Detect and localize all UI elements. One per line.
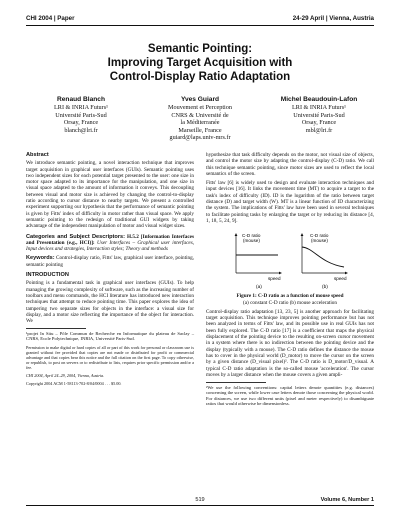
right-column [206, 152, 374, 409]
keywords-heading: Keywords: [26, 255, 55, 262]
title-line-1: Semantic Pointing: [147, 43, 253, 55]
panel-b-tag: (b) [322, 285, 328, 291]
author-affil: LRI & INRIA Futurs¹ [292, 104, 346, 112]
copyright-venue: CHI 2004, April 24–29, 2004, Vienna, Austria. [26, 372, 105, 378]
footer-volume: Volume 6, Number 1 [320, 496, 374, 503]
author-affil: Mouvement et Perception [168, 104, 232, 112]
body-paragraph: hypothesize that task difficulty depends on the motor, not visual size of objects, and control the motor size by adapting the control-display (C-D) ratio. We call this technique semantic pointing, since motor sizes are used to reflect the local semantics of the screen. [206, 152, 374, 177]
figure-caption-title: Figure 1: C-D ratio as a function of mouse speed [236, 293, 344, 300]
header-right: 24-29 April | Vienna, Austria [292, 15, 374, 22]
author-affil: Orsay, France [301, 119, 337, 127]
author-affil: Université Paris-Sud [293, 111, 345, 119]
figure-1 [206, 227, 374, 291]
panel-a-y-arrow [235, 233, 238, 236]
panel-b-y-arrow [301, 233, 304, 236]
author-affil: LRI & INRIA Futurs¹ [54, 104, 108, 112]
panel-b-y-label-1: C-D ratio [310, 233, 329, 239]
categories-heading: Categories and Subject Descriptors: [26, 233, 125, 240]
footer-rule [26, 505, 374, 506]
footnote-2: ²We use the following conventions: capital letters denote quantities (e.g. distances) concerning the screen, while lower case letters denote those concerning the physical world. For distances, we use two different units (pixel and meter respectively) to disambiguate ratios that would otherwise be dimensionless. [206, 384, 374, 406]
author-affil: Marseille, France [178, 126, 222, 134]
panel-b-x-arrow [345, 272, 348, 275]
author-email: mbl@lri.fr [305, 126, 333, 134]
running-header [26, 14, 374, 23]
copyright-notice: Permission to make digital or hard copies of all or part of this work for personal or classroom use is granted without fee provided that copies are not made or distributed for profit or commercial advantage and that copies bear this notice and the full citation on the first page. To copy otherwise, or republish, to post on servers or to redistribute to lists, requires prior specific permission and/or a fee. [26, 344, 194, 370]
abstract-heading: Abstract [26, 152, 49, 158]
panel-a-y-label-1: C-D ratio [242, 233, 261, 239]
panel-b-x-label: speed [334, 276, 347, 282]
author-affil: CNRS & Université de [171, 111, 229, 119]
running-footer [26, 495, 374, 504]
footnote-rule [26, 328, 86, 329]
panel-a-x-label: speed [268, 276, 281, 282]
author-name: Yves Guiard [180, 96, 220, 103]
footnote-1: ¹projet In Situ – Pôle Commun de Recherche en Informatique du plateau de Saclay – CNRS, Ecole Polytechnique, INRIA, Université Paris-Sud. [26, 331, 194, 342]
author-block [26, 96, 374, 141]
author-name: Michel Beaudouin-Lafon [280, 96, 358, 103]
keywords-text: Control-display ratio, Fitts' law, graphical user interface, pointing, semantic pointing [26, 255, 195, 268]
categories-italic: User Interfaces – Graphical user interfaces, Input devices and strategies, Interaction styles; Theory and methods [26, 239, 195, 253]
introduction-heading: INTRODUCTION [26, 272, 69, 279]
author-affil: Orsay, France [63, 119, 99, 127]
copyright-line: Copyright 2004 ACM 1-58113-702-8/04/0004 . . . $5.00. [26, 380, 122, 386]
footnote-rule [206, 382, 266, 383]
author-affil: la Méditerranée [180, 119, 220, 127]
header-rule [26, 25, 374, 26]
page-number: 519 [195, 496, 205, 503]
keywords-block [26, 255, 194, 268]
title-line-3: Control-Display Ratio Adaptation [109, 71, 291, 83]
author-email: guiard@laps.univ-mrs.fr [169, 134, 231, 142]
panel-b-curve [302, 247, 344, 267]
author-2 [145, 96, 255, 141]
left-column [26, 152, 194, 389]
figure-1-graphic [206, 227, 374, 291]
introduction-text: Pointing is a fundamental task in graphical user interfaces (GUIs). To help managing the growing complexity of software, such as the increasing number of toolbars and menu commands, the HCI literature has introduced new interaction techniques that attempt to reduce pointing time. This paper explores the idea of tampering two separate sizes for objects in the interface: a visual size for display, and a motor size reflecting the importance of the object for interaction. We [26, 280, 194, 325]
panel-a-y-label-2: (mouse) [243, 238, 260, 244]
figure-caption-sub: (a) constant C-D ratio (b) mouse acceleration [243, 299, 337, 306]
panel-a-tag: (a) [256, 285, 262, 291]
title-line-2: Improving Target Acquisition with [107, 57, 293, 69]
abstract-text: We introduce semantic pointing, a novel interaction technique that improves target acquisition in graphical user interfaces (GUIs). Semantic pointing uses two independent sizes for each potential target presented to the user: one size in motor space adapted to its importance for the manipulation, and one size in visual space adapted to the amount of information it conveys. This decoupling between visual and motor size is achieved by changing the control-to-display ratio according to cursor distance to nearby targets. We present a controlled experiment supporting our hypothesis that the performance of semantic pointing is given by Fitts' index of difficulty in motor rather than visual space. We apply semantic pointing to the redesign of traditional GUI widgets by taking advantage of the independent manipulation of motor and visual widget sizes. [26, 160, 194, 230]
author-affil: Université Paris-Sud [55, 111, 107, 119]
panel-b-y-label-2: (mouse) [311, 238, 328, 244]
categories-bold: H.5.2 [Information Interfaces and Presentation (e.g., HCI)]: [26, 233, 194, 246]
figure-caption [206, 293, 374, 306]
header-left: CHI 2004 | Paper [26, 15, 75, 22]
author-3 [264, 96, 374, 141]
body-paragraph: Fitts' law [6] is widely used to design and evaluate interaction techniques and input devices [16]. It links the movement time (MT) to acquire a target to the task's index of difficulty (ID). ID is the logarithm of the ratio between target distance (D) and target width (W). MT is a linear function of ID characterizing the system. The implications of Fitts' law have been used in several techniques to facilitate pointing tasks by enlarging the target or by reducing its distance [4, 1, 18, 5, 24, 9]. [206, 180, 374, 224]
author-name: Renaud Blanch [57, 96, 105, 103]
paper-title [20, 42, 380, 84]
categories-block [26, 234, 194, 253]
author-1 [26, 96, 136, 141]
panel-a-x-arrow [279, 272, 282, 275]
author-email: blanch@lri.fr [64, 126, 98, 134]
body-paragraph: Control-display ratio adaptation [13, 23, 5] is another approach for facilitating target acquisition. This technique improves pointing performance but has not been analyzed in terms of Fitts' law, and its possible use in real GUIs has not been fully explored. The C-D ratio [17] is a coefficient that maps the physical displacement of the pointing device to the resulting on-screen cursor movement in a system where there is no indirection between the pointing device and the display (typically with a mouse). The C-D ratio defines the distance the mouse has to cover in the physical world (D_motor) to move the cursor on the screen by a given distance (D_visual pixel)². The C-D ratio is D_motor/D_visual. A typical C-D ratio adaptation is the so-called mouse 'acceleration'. The cursor moves by a larger distance when the mouse covers a given ampli- [206, 308, 374, 378]
